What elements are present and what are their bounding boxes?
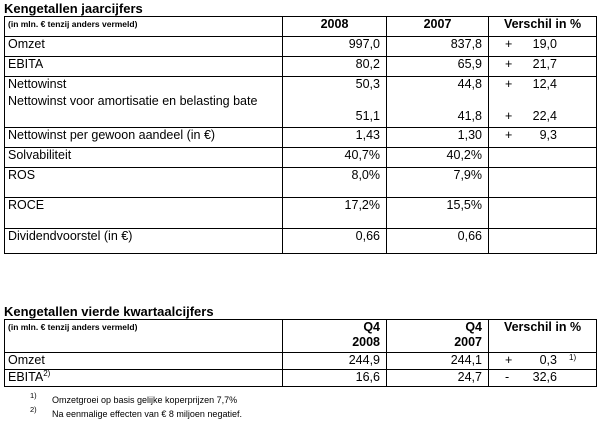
value-2007: 0,66 [387, 229, 489, 254]
column-header-q4: Q4 [363, 320, 380, 334]
table-row [5, 168, 597, 198]
diff-value: 9,3 [539, 128, 557, 142]
column-header-q4-2008 [283, 320, 387, 353]
value-2007: 65,9 [387, 57, 489, 77]
value-2007: 44,8 [457, 77, 482, 91]
difference-cell [489, 57, 597, 77]
row-label-group [5, 77, 283, 128]
value-2008: 997,0 [283, 37, 387, 57]
quarterly-figures-table [4, 319, 597, 387]
table-header-row [5, 17, 597, 37]
difference-cell [489, 168, 597, 198]
value-q4-2008: 16,6 [283, 370, 387, 387]
table-row [5, 37, 597, 57]
table-row [5, 370, 597, 387]
value-2007: 837,8 [387, 37, 489, 57]
diff-sign: + [505, 77, 513, 91]
footnote-2 [30, 407, 242, 421]
footnote-text: Na eenmalige effecten van € 8 miljoen negatief. [52, 409, 242, 419]
column-header-difference: Verschil in % [489, 17, 597, 37]
value-2008: 40,7% [283, 148, 387, 168]
column-header-year: 2007 [454, 335, 482, 349]
value-2008: 1,43 [283, 128, 387, 148]
unit-subtitle: (in mln. € tenzij anders vermeld) [5, 320, 283, 353]
table-row-group [5, 77, 597, 128]
value-2007: 7,9% [387, 168, 489, 198]
value-2007: 1,30 [387, 128, 489, 148]
row-label: Omzet [5, 353, 283, 370]
value-2008: 8,0% [283, 168, 387, 198]
diff-value: 21,7 [532, 57, 557, 71]
column-header-q4: Q4 [465, 320, 482, 334]
difference-cell [489, 77, 597, 128]
value-2008: 0,66 [283, 229, 387, 254]
diff-value: 22,4 [532, 109, 557, 123]
row-label: Dividendvoorstel (in €) [5, 229, 283, 254]
footnote-marker: 2) [30, 405, 37, 414]
row-label: Omzet [5, 37, 283, 57]
value-2007: 40,2% [387, 148, 489, 168]
difference-cell [489, 353, 597, 370]
difference-cell [489, 37, 597, 57]
difference-cell [489, 229, 597, 254]
value-2008: 51,1 [355, 109, 380, 123]
table-header-row [5, 320, 597, 353]
diff-sign: - [505, 370, 510, 384]
column-header-q4-2007 [387, 320, 489, 353]
difference-cell [489, 198, 597, 229]
section1-title: Kengetallen jaarcijfers [4, 1, 143, 16]
diff-value: 12,4 [532, 77, 557, 91]
row-label: Nettowinst voor amortisatie en belasting bate [8, 94, 258, 108]
annual-figures-table [4, 16, 597, 254]
section2-title: Kengetallen vierde kwartaalcijfers [4, 304, 214, 319]
column-header-year: 2008 [352, 335, 380, 349]
table-row [5, 198, 597, 229]
row-label: ROCE [5, 198, 283, 229]
table-row [5, 148, 597, 168]
value-2008: 80,2 [283, 57, 387, 77]
row-label: Solvabiliteit [5, 148, 283, 168]
difference-cell [489, 370, 597, 387]
value-q4-2007: 244,1 [387, 353, 489, 370]
row-label-cell [5, 370, 283, 387]
diff-sign: + [505, 57, 513, 71]
diff-value: 0,3 [539, 353, 557, 367]
value-2008 [283, 77, 387, 128]
row-label: EBITA [5, 57, 283, 77]
diff-value: 32,6 [532, 370, 557, 384]
diff-sign: + [505, 353, 513, 367]
diff-sign: + [505, 109, 513, 123]
table-row [5, 229, 597, 254]
unit-subtitle: (in mln. € tenzij anders vermeld) [5, 17, 283, 37]
column-header-2007: 2007 [387, 17, 489, 37]
value-2007: 41,8 [457, 109, 482, 123]
diff-value: 19,0 [532, 37, 557, 51]
row-label: ROS [5, 168, 283, 198]
value-q4-2008: 244,9 [283, 353, 387, 370]
footnote-1 [30, 393, 242, 407]
value-q4-2007: 24,7 [387, 370, 489, 387]
table-row [5, 353, 597, 370]
table-row [5, 128, 597, 148]
difference-cell [489, 148, 597, 168]
diff-sign: + [505, 128, 513, 142]
diff-sign: + [505, 37, 513, 51]
footnote-ref: 2) [43, 369, 51, 378]
table-row [5, 57, 597, 77]
value-2008: 17,2% [283, 198, 387, 229]
value-2007 [387, 77, 489, 128]
footnotes [30, 393, 242, 421]
row-label: EBITA [8, 370, 44, 384]
column-header-2008: 2008 [283, 17, 387, 37]
footnote-text: Omzetgroei op basis gelijke koperprijzen 7,7% [52, 395, 238, 405]
footnote-ref: 1) [569, 353, 577, 362]
row-label: Nettowinst per gewoon aandeel (in €) [5, 128, 283, 148]
difference-cell [489, 128, 597, 148]
value-2007: 15,5% [387, 198, 489, 229]
row-label: Nettowinst [8, 77, 67, 91]
column-header-difference: Verschil in % [489, 320, 597, 353]
value-2008: 50,3 [355, 77, 380, 91]
footnote-marker: 1) [30, 391, 37, 400]
